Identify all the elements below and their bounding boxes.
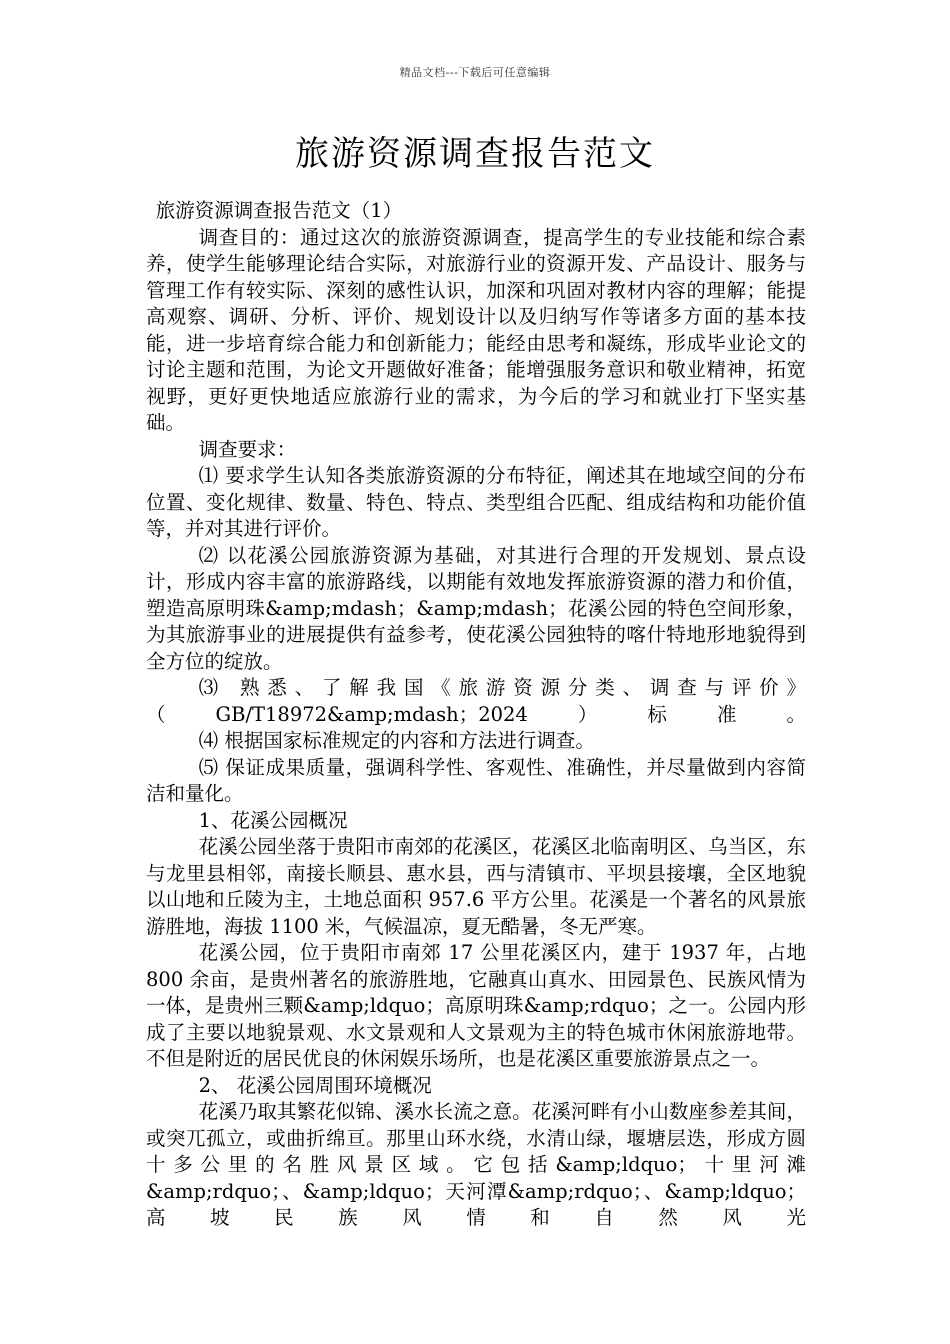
requirement-item-4: ⑷ 根据国家标准规定的内容和方法进行调查。 (198, 729, 595, 752)
paragraph-park: 花溪公园，位于贵阳市南郊 17 公里花溪区内，建于 1937 年，占地 800 余亩，是贵州著名的旅游胜地，它融真山真水、田园景色、民族风情为一体，是贵州三颗&amp;ldquo；高原明珠&amp;rdquo；之一。公园内形成了主要以地貌景观、水文景观和人文景观为主的特色城市休闲旅游地带。不但是附近的居民优良的休闲娱乐场所，也是花溪区重要旅游景点之一。 (146, 941, 806, 1070)
header-note: 精品文档---下载后可任意编辑 (399, 66, 551, 79)
paragraph-environment: 花溪乃取其繁花似锦、溪水长流之意。花溪河畔有小山数座参差其间，或突兀孤立，或曲折绵亘。那里山环水绕，水清山绿，堰塘层迭，形成方圆十多公里的名胜风景区域。它包括&amp;ldquo；十里河滩&amp;rdquo；、&amp;ldquo；天河潭&amp;rdquo；、&amp;ldquo；高坡民族风情和自然风光 (146, 1100, 806, 1229)
requirement-item-2: ⑵ 以花溪公园旅游资源为基础，对其进行合理的开发规划、景点设计，形成内容丰富的旅游路线，以期能有效地发挥旅游资源的潜力和价值，塑造高原明珠&amp;mdash；&amp;mdash；花溪公园的特色空间形象，为其旅游事业的进展提供有益参考，使花溪公园独特的喀什特地形地貌得到全方位的绽放。 (146, 543, 806, 673)
paragraph-requirements-heading: 调查要求： (198, 437, 297, 461)
requirement-item-1: ⑴ 要求学生认知各类旅游资源的分布特征，阐述其在地域空间的分布位置、变化规律、数量、特色、特点、类型组合匹配、组成结构和功能价值等，并对其进行评价。 (146, 464, 806, 540)
document-body (146, 198, 806, 1232)
page-title: 旅游资源调查报告范文 (295, 134, 655, 174)
paragraph-purpose: 调查目的：通过这次的旅游资源调查，提高学生的专业技能和综合素养，使学生能够理论结合实际，对旅游行业的资源开发、产品设计、服务与管理工作有较实际、深刻的感性认识，加深和巩固对教材内容的理解；能提高观察、调研、分析、评价、规划设计以及归纳写作等诸多方面的基本技能，进一步培育综合能力和创新能力；能经由思考和凝练，形成毕业论文的讨论主题和范围，为论文开题做好准备；能增强服务意识和敬业精神，拓宽视野，更好更快地适应旅游行业的需求，为今后的学习和就业打下坚实基础。 (146, 225, 806, 434)
subheading-park-overview: 1、花溪公园概况 (198, 808, 348, 832)
subheading-environment: 2、 花溪公园周围环境概况 (198, 1073, 432, 1097)
section-heading: 旅游资源调查报告范文（1） (155, 199, 403, 222)
requirement-item-5: ⑸ 保证成果质量，强调科学性、客观性、准确性，并尽量做到内容简洁和量化。 (146, 755, 806, 805)
paragraph-district: 花溪公园坐落于贵阳市南郊的花溪区，花溪区北临南明区、乌当区，东与龙里县相邻，南接长顺县、惠水县，西与清镇市、平坝县接壤，全区地貌以山地和丘陵为主，土地总面积 957.6 平方公里。花溪是一个著名的风景旅游胜地，海拔 1100 米，气候温凉，夏无酷暑，冬无严寒。 (146, 835, 806, 938)
requirement-item-3: ⑶ 熟悉、了解我国《旅游资源分类、调查与评价》（GB/T18972&amp;mdash；2024）标准。 (146, 676, 806, 726)
